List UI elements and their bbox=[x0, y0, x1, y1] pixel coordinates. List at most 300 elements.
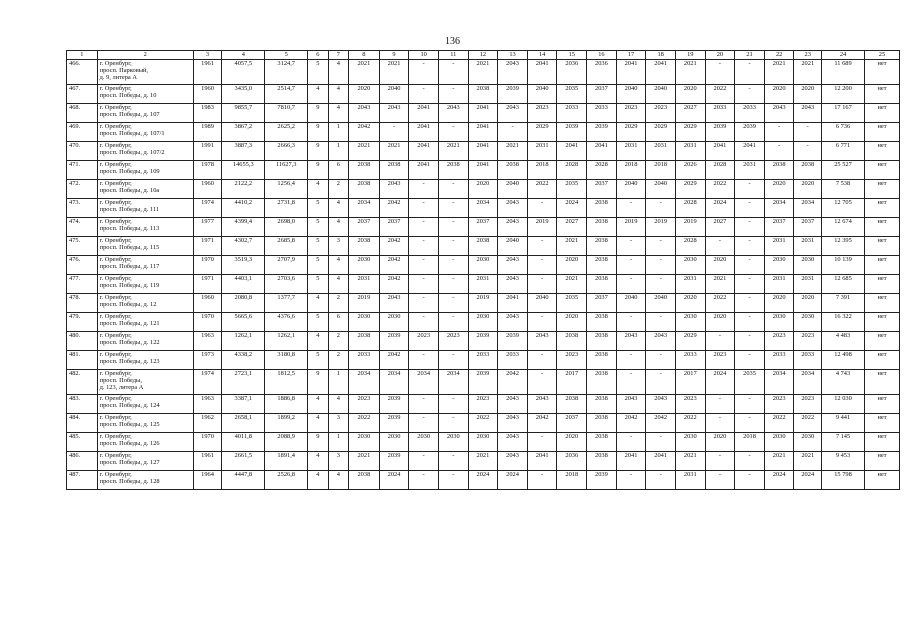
address-cell: г. Оренбург, просп. Победы, д. 111 bbox=[97, 199, 193, 218]
table-cell: 4 bbox=[308, 180, 328, 199]
table-cell: - bbox=[438, 351, 468, 370]
table-cell: 9 bbox=[308, 433, 328, 452]
table-cell: нет bbox=[864, 414, 899, 433]
table-cell: 2041 bbox=[705, 142, 735, 161]
table-cell: 2043 bbox=[527, 332, 557, 351]
table-cell: 2042 bbox=[379, 256, 409, 275]
table-cell: - bbox=[409, 414, 439, 433]
address-cell: г. Оренбург, просп. Победы, д. 107 bbox=[97, 104, 193, 123]
table-cell: - bbox=[409, 395, 439, 414]
table-cell: 2034 bbox=[438, 370, 468, 395]
table-cell: 1963 bbox=[193, 395, 222, 414]
table-cell: 12 674 bbox=[822, 218, 865, 237]
table-cell: 2039 bbox=[379, 395, 409, 414]
table-cell: 1262,1 bbox=[222, 332, 265, 351]
table-cell: 2038 bbox=[587, 199, 617, 218]
table-cell: 2037 bbox=[349, 218, 380, 237]
table-cell: 5 bbox=[308, 218, 328, 237]
table-row bbox=[67, 256, 900, 275]
column-number-header: 23 bbox=[794, 51, 822, 60]
row-number-cell: 477. bbox=[67, 275, 98, 294]
table-cell: 15 798 bbox=[822, 471, 865, 490]
table-row bbox=[67, 218, 900, 237]
table-cell: - bbox=[705, 452, 735, 471]
table-cell: - bbox=[438, 218, 468, 237]
row-number-cell: 478. bbox=[67, 294, 98, 313]
address-cell: г. Оренбург, просп. Победы, д. 113 bbox=[97, 218, 193, 237]
table-cell: нет bbox=[864, 395, 899, 414]
table-cell: 2040 bbox=[616, 294, 646, 313]
table-cell: 2035 bbox=[557, 180, 587, 199]
address-cell: г. Оренбург, просп. Победы, д. 126 bbox=[97, 433, 193, 452]
table-cell: - bbox=[438, 256, 468, 275]
table-cell: 2 bbox=[328, 180, 348, 199]
table-cell: 2020 bbox=[764, 294, 794, 313]
table-cell: 2035 bbox=[735, 370, 765, 395]
table-cell: 2514,7 bbox=[265, 85, 308, 104]
table-cell: 2019 bbox=[349, 294, 380, 313]
table-cell: 4 bbox=[328, 60, 348, 85]
table-cell: нет bbox=[864, 180, 899, 199]
table-cell: 2022 bbox=[705, 294, 735, 313]
table-cell: нет bbox=[864, 256, 899, 275]
table-cell: 1970 bbox=[193, 433, 222, 452]
table-cell: - bbox=[616, 351, 646, 370]
table-cell: 2024 bbox=[764, 471, 794, 490]
table-cell: 2020 bbox=[794, 85, 822, 104]
table-cell: 2041 bbox=[616, 60, 646, 85]
table-cell: - bbox=[705, 332, 735, 351]
table-cell: - bbox=[735, 275, 765, 294]
table-cell: 2031 bbox=[764, 237, 794, 256]
table-cell: 9 bbox=[308, 142, 328, 161]
table-cell: 4338,2 bbox=[222, 351, 265, 370]
table-cell: - bbox=[735, 180, 765, 199]
table-cell: 4376,6 bbox=[265, 313, 308, 332]
table-cell: 9 bbox=[308, 104, 328, 123]
table-cell: 2020 bbox=[557, 256, 587, 275]
table-cell: 1899,2 bbox=[265, 414, 308, 433]
table-cell: нет bbox=[864, 294, 899, 313]
table-cell: 2037 bbox=[587, 294, 617, 313]
table-cell: 4 bbox=[328, 85, 348, 104]
table-cell: 2018 bbox=[616, 161, 646, 180]
table-cell: нет bbox=[864, 471, 899, 490]
table-cell: - bbox=[409, 275, 439, 294]
table-cell: - bbox=[764, 123, 794, 142]
table-cell: 2038 bbox=[764, 161, 794, 180]
table-cell: 2026 bbox=[675, 161, 705, 180]
row-number-cell: 476. bbox=[67, 256, 98, 275]
table-cell: 2034 bbox=[468, 199, 498, 218]
table-cell: - bbox=[527, 313, 557, 332]
table-cell: 2037 bbox=[794, 218, 822, 237]
table-cell: 2022 bbox=[527, 180, 557, 199]
row-number-cell: 482. bbox=[67, 370, 98, 395]
table-cell: - bbox=[705, 414, 735, 433]
table-cell: 16 322 bbox=[822, 313, 865, 332]
table-row bbox=[67, 104, 900, 123]
table-cell: - bbox=[527, 351, 557, 370]
table-cell: - bbox=[527, 237, 557, 256]
table-cell: 12 498 bbox=[822, 351, 865, 370]
table-cell: нет bbox=[864, 199, 899, 218]
table-cell: 5665,6 bbox=[222, 313, 265, 332]
table-cell: 2042 bbox=[616, 414, 646, 433]
table-cell: нет bbox=[864, 161, 899, 180]
table-cell: 2018 bbox=[557, 471, 587, 490]
column-number-header: 5 bbox=[265, 51, 308, 60]
table-cell: 2030 bbox=[379, 433, 409, 452]
address-cell: г. Оренбург, просп. Победы, д. 128 bbox=[97, 471, 193, 490]
table-cell: 12 705 bbox=[822, 199, 865, 218]
table-cell: 2038 bbox=[587, 332, 617, 351]
table-cell: 6 bbox=[328, 313, 348, 332]
table-cell: 5 bbox=[308, 199, 328, 218]
table-cell: 2040 bbox=[527, 294, 557, 313]
table-cell: 4 bbox=[308, 85, 328, 104]
table-cell: 2043 bbox=[616, 332, 646, 351]
table-row bbox=[67, 313, 900, 332]
table-cell: 2038 bbox=[557, 395, 587, 414]
table-cell: 2042 bbox=[379, 237, 409, 256]
table-cell: - bbox=[438, 180, 468, 199]
row-number-cell: 485. bbox=[67, 433, 98, 452]
table-row bbox=[67, 433, 900, 452]
table-cell: 2033 bbox=[794, 351, 822, 370]
table-cell: 2040 bbox=[616, 180, 646, 199]
table-cell: 2041 bbox=[646, 452, 676, 471]
table-cell: 2041 bbox=[409, 104, 439, 123]
table-cell: - bbox=[705, 60, 735, 85]
table-cell: 2021 bbox=[349, 142, 380, 161]
table-cell: 1970 bbox=[193, 256, 222, 275]
table-row bbox=[67, 452, 900, 471]
table-cell: 2030 bbox=[794, 313, 822, 332]
table-cell: 2042 bbox=[498, 370, 528, 395]
table-cell: - bbox=[379, 123, 409, 142]
table-cell: - bbox=[735, 414, 765, 433]
table-row bbox=[67, 180, 900, 199]
table-cell: 2023 bbox=[764, 395, 794, 414]
table-cell: 2041 bbox=[409, 123, 439, 142]
table-cell: 2031 bbox=[794, 237, 822, 256]
table-cell: 2080,8 bbox=[222, 294, 265, 313]
table-cell: - bbox=[794, 123, 822, 142]
table-cell: - bbox=[616, 275, 646, 294]
table-cell: - bbox=[735, 332, 765, 351]
table-cell: - bbox=[735, 313, 765, 332]
table-cell: 2024 bbox=[379, 471, 409, 490]
table-cell: - bbox=[409, 256, 439, 275]
table-cell: 2040 bbox=[616, 85, 646, 104]
table-cell: - bbox=[646, 256, 676, 275]
table-cell: - bbox=[735, 60, 765, 85]
table-cell: 2043 bbox=[764, 104, 794, 123]
table-cell: нет bbox=[864, 104, 899, 123]
table-cell: 2023 bbox=[675, 395, 705, 414]
table-cell: 4 bbox=[308, 471, 328, 490]
column-number-header: 8 bbox=[349, 51, 380, 60]
table-cell: 2030 bbox=[438, 433, 468, 452]
column-number-header: 2 bbox=[97, 51, 193, 60]
table-cell: 9 bbox=[308, 370, 328, 395]
table-cell: 1974 bbox=[193, 370, 222, 395]
address-cell: г. Оренбург, просп. Победы, д. 123, литера А bbox=[97, 370, 193, 395]
table-cell: 2041 bbox=[616, 452, 646, 471]
table-cell: - bbox=[438, 199, 468, 218]
table-cell: 6 736 bbox=[822, 123, 865, 142]
table-cell: 2042 bbox=[349, 123, 380, 142]
address-cell: г. Оренбург, просп. Победы, д. 107/1 bbox=[97, 123, 193, 142]
table-cell: 1962 bbox=[193, 414, 222, 433]
table-cell: 2021 bbox=[675, 452, 705, 471]
table-cell: нет bbox=[864, 123, 899, 142]
table-cell: 2019 bbox=[646, 218, 676, 237]
table-cell: 2038 bbox=[587, 351, 617, 370]
table-cell: 2043 bbox=[646, 395, 676, 414]
table-cell: 2685,8 bbox=[265, 237, 308, 256]
table-cell: - bbox=[409, 313, 439, 332]
table-cell: 2037 bbox=[587, 85, 617, 104]
column-number-header: 16 bbox=[587, 51, 617, 60]
table-cell: 2041 bbox=[527, 452, 557, 471]
table-cell: 2021 bbox=[705, 275, 735, 294]
address-cell: г. Оренбург, просп. Победы, д. 124 bbox=[97, 395, 193, 414]
table-cell: 2703,6 bbox=[265, 275, 308, 294]
table-cell: - bbox=[438, 294, 468, 313]
table-cell: 2 bbox=[328, 332, 348, 351]
table-cell: 2019 bbox=[616, 218, 646, 237]
table-cell: 2031 bbox=[764, 275, 794, 294]
table-cell: - bbox=[646, 313, 676, 332]
table-cell: 2041 bbox=[498, 294, 528, 313]
row-number-cell: 469. bbox=[67, 123, 98, 142]
table-row bbox=[67, 414, 900, 433]
table-cell: 2021 bbox=[557, 275, 587, 294]
table-cell: 4 bbox=[328, 199, 348, 218]
column-number-header: 24 bbox=[822, 51, 865, 60]
table-cell: 3387,1 bbox=[222, 395, 265, 414]
page-number: 136 bbox=[445, 36, 460, 47]
table-cell: 2122,2 bbox=[222, 180, 265, 199]
table-cell: 2039 bbox=[705, 123, 735, 142]
table-cell: 2031 bbox=[735, 161, 765, 180]
table-cell: 2023 bbox=[794, 395, 822, 414]
column-number-header: 22 bbox=[764, 51, 794, 60]
table-cell: 2018 bbox=[735, 433, 765, 452]
table-cell: 2038 bbox=[379, 161, 409, 180]
table-cell: - bbox=[409, 218, 439, 237]
table-cell: 2034 bbox=[409, 370, 439, 395]
table-cell: 2017 bbox=[675, 370, 705, 395]
table-cell: 2040 bbox=[379, 85, 409, 104]
table-cell: - bbox=[735, 452, 765, 471]
table-cell: - bbox=[735, 199, 765, 218]
table-cell: 1960 bbox=[193, 180, 222, 199]
table-cell: 1256,4 bbox=[265, 180, 308, 199]
table-cell: 2031 bbox=[349, 275, 380, 294]
table-cell: 2037 bbox=[379, 218, 409, 237]
table-cell: 2028 bbox=[557, 161, 587, 180]
table-cell: 1983 bbox=[193, 104, 222, 123]
table-cell: 25 527 bbox=[822, 161, 865, 180]
table-cell: 2043 bbox=[498, 199, 528, 218]
table-cell: - bbox=[527, 256, 557, 275]
table-cell: 2042 bbox=[527, 414, 557, 433]
table-cell: 2041 bbox=[527, 60, 557, 85]
table-cell: - bbox=[409, 452, 439, 471]
table-cell: 2 bbox=[328, 351, 348, 370]
column-number-header: 11 bbox=[438, 51, 468, 60]
row-number-cell: 487. bbox=[67, 471, 98, 490]
table-cell: 1973 bbox=[193, 351, 222, 370]
table-cell: 3867,2 bbox=[222, 123, 265, 142]
table-cell: - bbox=[409, 180, 439, 199]
table-cell: 2023 bbox=[705, 351, 735, 370]
table-cell: 2031 bbox=[468, 275, 498, 294]
table-cell: 1961 bbox=[193, 452, 222, 471]
table-cell: 2020 bbox=[675, 294, 705, 313]
table-cell: 6 bbox=[328, 161, 348, 180]
table-cell: 2038 bbox=[587, 414, 617, 433]
table-cell: 2021 bbox=[438, 142, 468, 161]
table-cell: 2039 bbox=[587, 123, 617, 142]
table-cell: 2033 bbox=[764, 351, 794, 370]
table-cell: 2038 bbox=[587, 275, 617, 294]
table-cell: 2019 bbox=[527, 218, 557, 237]
table-cell: 2039 bbox=[735, 123, 765, 142]
table-cell: 2020 bbox=[557, 433, 587, 452]
table-cell: 2024 bbox=[705, 370, 735, 395]
table-cell: 3124,7 bbox=[265, 60, 308, 85]
row-number-cell: 486. bbox=[67, 452, 98, 471]
table-cell: 2034 bbox=[764, 199, 794, 218]
table-cell: 2033 bbox=[498, 351, 528, 370]
table-cell: 2020 bbox=[794, 294, 822, 313]
table-cell: 2033 bbox=[587, 104, 617, 123]
table-cell: 2033 bbox=[468, 351, 498, 370]
table-cell: 2043 bbox=[646, 332, 676, 351]
table-cell: нет bbox=[864, 452, 899, 471]
row-number-cell: 483. bbox=[67, 395, 98, 414]
table-cell: 2038 bbox=[438, 161, 468, 180]
table-cell: - bbox=[764, 142, 794, 161]
table-cell: 2037 bbox=[468, 218, 498, 237]
table-cell: 2526,8 bbox=[265, 471, 308, 490]
table-cell: - bbox=[735, 218, 765, 237]
table-cell: 2043 bbox=[438, 104, 468, 123]
table-cell: 2023 bbox=[349, 395, 380, 414]
row-number-cell: 484. bbox=[67, 414, 98, 433]
table-cell: 2030 bbox=[468, 313, 498, 332]
table-cell: 2020 bbox=[705, 313, 735, 332]
table-cell: 2028 bbox=[587, 161, 617, 180]
table-row bbox=[67, 370, 900, 395]
column-number-header: 19 bbox=[675, 51, 705, 60]
table-cell: 2041 bbox=[468, 161, 498, 180]
column-number-header: 9 bbox=[379, 51, 409, 60]
table-cell: 2031 bbox=[794, 275, 822, 294]
table-cell: 2666,3 bbox=[265, 142, 308, 161]
table-cell: 2027 bbox=[675, 104, 705, 123]
table-cell: 2088,9 bbox=[265, 433, 308, 452]
row-number-cell: 473. bbox=[67, 199, 98, 218]
table-cell: 2021 bbox=[764, 60, 794, 85]
table-cell: 1989 bbox=[193, 123, 222, 142]
table-cell: 2042 bbox=[379, 351, 409, 370]
table-cell: - bbox=[735, 85, 765, 104]
table-cell: - bbox=[646, 237, 676, 256]
table-cell: 14655,3 bbox=[222, 161, 265, 180]
table-cell: 12 395 bbox=[822, 237, 865, 256]
table-cell: 2042 bbox=[379, 275, 409, 294]
housing-register-table bbox=[66, 50, 900, 490]
table-cell: - bbox=[646, 370, 676, 395]
table-cell: нет bbox=[864, 85, 899, 104]
table-cell: 5 bbox=[308, 256, 328, 275]
table-cell: 2030 bbox=[349, 313, 380, 332]
table-cell: 2043 bbox=[616, 395, 646, 414]
table-cell: 2040 bbox=[498, 180, 528, 199]
table-cell: - bbox=[646, 433, 676, 452]
column-number-header: 14 bbox=[527, 51, 557, 60]
table-cell: 2038 bbox=[349, 161, 380, 180]
table-cell: 2038 bbox=[587, 370, 617, 395]
table-cell: - bbox=[438, 452, 468, 471]
table-cell: 7 391 bbox=[822, 294, 865, 313]
table-cell: 2035 bbox=[557, 85, 587, 104]
table-cell: 3519,3 bbox=[222, 256, 265, 275]
table-cell: 2030 bbox=[675, 433, 705, 452]
table-cell: 2024 bbox=[557, 199, 587, 218]
table-cell: - bbox=[409, 85, 439, 104]
table-cell: 1 bbox=[328, 433, 348, 452]
table-cell: 2043 bbox=[498, 60, 528, 85]
table-cell: 2661,5 bbox=[222, 452, 265, 471]
table-cell: 2040 bbox=[646, 85, 676, 104]
table-cell: 2040 bbox=[646, 180, 676, 199]
table-cell: - bbox=[735, 237, 765, 256]
table-cell: 2039 bbox=[468, 332, 498, 351]
table-cell: 2043 bbox=[379, 294, 409, 313]
table-cell: 2041 bbox=[587, 142, 617, 161]
table-cell: 2036 bbox=[587, 60, 617, 85]
column-number-header: 7 bbox=[328, 51, 348, 60]
table-cell: 9 441 bbox=[822, 414, 865, 433]
address-cell: г. Оренбург, просп. Победы, д. 127 bbox=[97, 452, 193, 471]
column-number-header: 10 bbox=[409, 51, 439, 60]
table-cell: нет bbox=[864, 370, 899, 395]
table-cell: 2033 bbox=[705, 104, 735, 123]
table-cell: - bbox=[438, 395, 468, 414]
table-cell: 2034 bbox=[764, 370, 794, 395]
table-cell: 2020 bbox=[705, 433, 735, 452]
table-cell: - bbox=[498, 123, 528, 142]
table-cell: 2043 bbox=[349, 104, 380, 123]
table-cell: 4 bbox=[308, 395, 328, 414]
table-cell: 1964 bbox=[193, 471, 222, 490]
table-cell: 2038 bbox=[557, 332, 587, 351]
table-row bbox=[67, 332, 900, 351]
table-cell: 2020 bbox=[764, 180, 794, 199]
table-cell: 4 743 bbox=[822, 370, 865, 395]
table-cell: 2021 bbox=[379, 142, 409, 161]
table-cell: 2023 bbox=[616, 104, 646, 123]
table-cell: 4 bbox=[308, 294, 328, 313]
table-cell: 1970 bbox=[193, 313, 222, 332]
table-cell: 2019 bbox=[675, 218, 705, 237]
